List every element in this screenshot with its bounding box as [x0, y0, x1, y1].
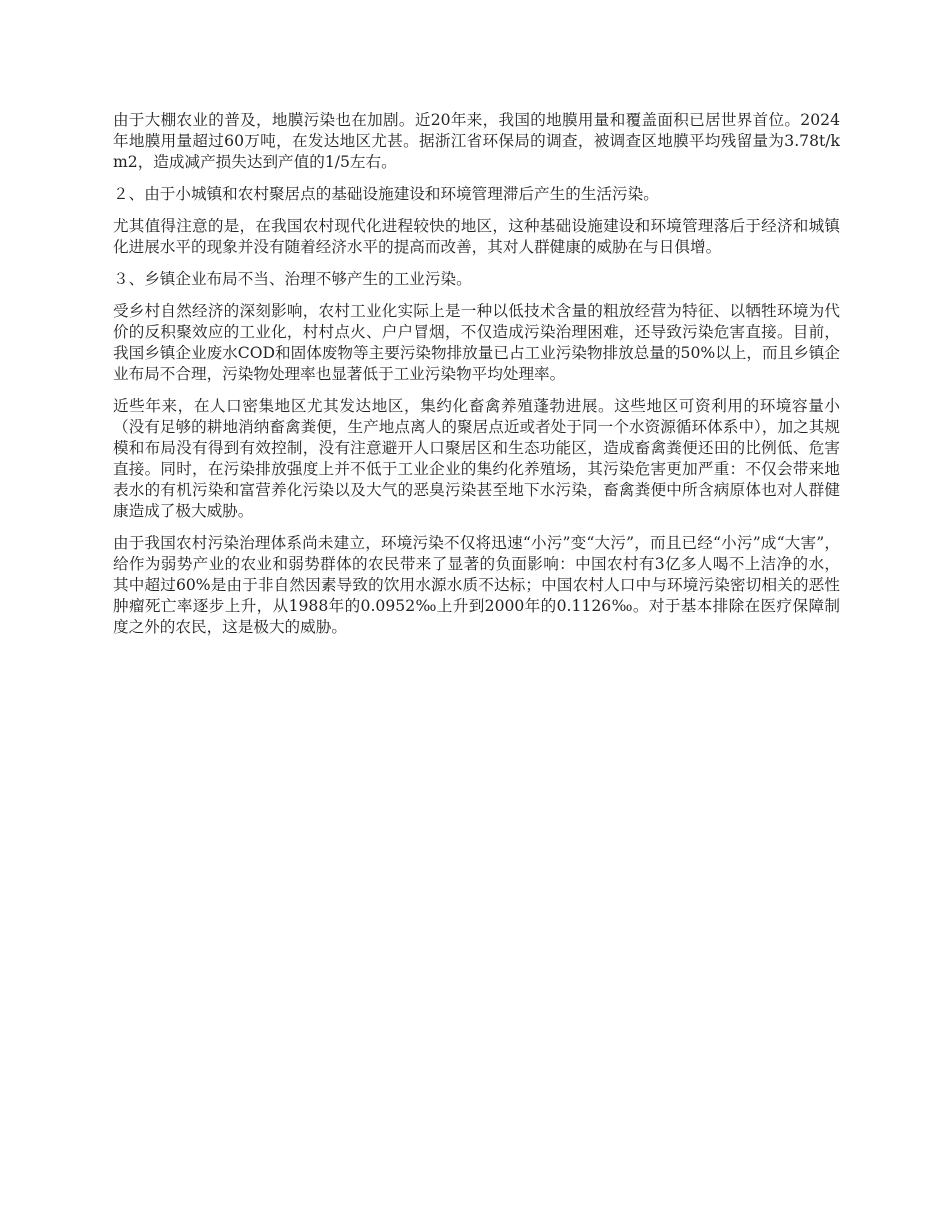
paragraph-mulch-pollution: 由于大棚农业的普及，地膜污染也在加剧。近20年来，我国的地膜用量和覆盖面积已居世界首位。2024年地膜用量超过60万吨，在发达地区尤甚。据浙江省环保局的调查，被调查区地膜平均残留量为3.78t/km2，造成减产损失达到产值的1/5左右。 [113, 111, 840, 171]
section-heading-2: ２、由于小城镇和农村聚居点的基础设施建设和环境管理滞后产生的生活污染。 [113, 185, 659, 203]
paragraph-livestock: 近些年来，在人口密集地区尤其发达地区，集约化畜禽养殖蓬勃进展。这些地区可资利用的环境容量小（没有足够的耕地消纳畜禽粪便，生产地点离人的聚居点近或者处于同一个水资源循环体系中），加之其规模和布局没有得到有效控制，没有注意避开人口聚居区和生态功能区，造成畜禽粪便还田的比例低、危害直接。同时，在污染排放强度上并不低于工业企业的集约化养殖场，其污染危害更加严重：不仅会带来地表水的有机污染和富营养化污染以及大气的恶臭污染甚至地下水污染，畜禽粪便中所含病原体也对人群健康造成了极大威胁。 [113, 397, 840, 520]
paragraph-industrial-pollution: 受乡村自然经济的深刻影响，农村工业化实际上是一种以低技术含量的粗放经营为特征、以牺牲环境为代价的反积聚效应的工业化，村村点火、户户冒烟，不仅造成污染治理困难，还导致污染危害直接。目前，我国乡镇企业废水COD和固体废物等主要污染物排放量已占工业污染物排放总量的50%以上，而且乡镇企业布局不合理，污染物处理率也显著低于工业污染物平均处理率。 [113, 302, 840, 383]
document-body [113, 110, 840, 649]
paragraph-health-impact: 由于我国农村污染治理体系尚未建立，环境污染不仅将迅速“小污”变“大污”，而且已经“小污”成“大害”，给作为弱势产业的农业和弱势群体的农民带来了显著的负面影响：中国农村有3亿多人喝不上洁净的水，其中超过60%是由于非自然因素导致的饮用水源水质不达标；中国农村人口中与环境污染密切相关的恶性肿瘤死亡率逐步上升，从1988年的0.0952‰上升到2000年的0.1126‰。对于基本排除在医疗保障制度之外的农民，这是极大的威胁。 [113, 534, 840, 636]
section-heading-3: ３、乡镇企业布局不当、治理不够产生的工业污染。 [113, 270, 472, 288]
paragraph-infrastructure: 尤其值得注意的是，在我国农村现代化进程较快的地区，这种基础设施建设和环境管理落后于经济和城镇化进展水平的现象并没有随着经济水平的提高而改善，其对人群健康的威胁在与日俱增。 [113, 217, 840, 256]
